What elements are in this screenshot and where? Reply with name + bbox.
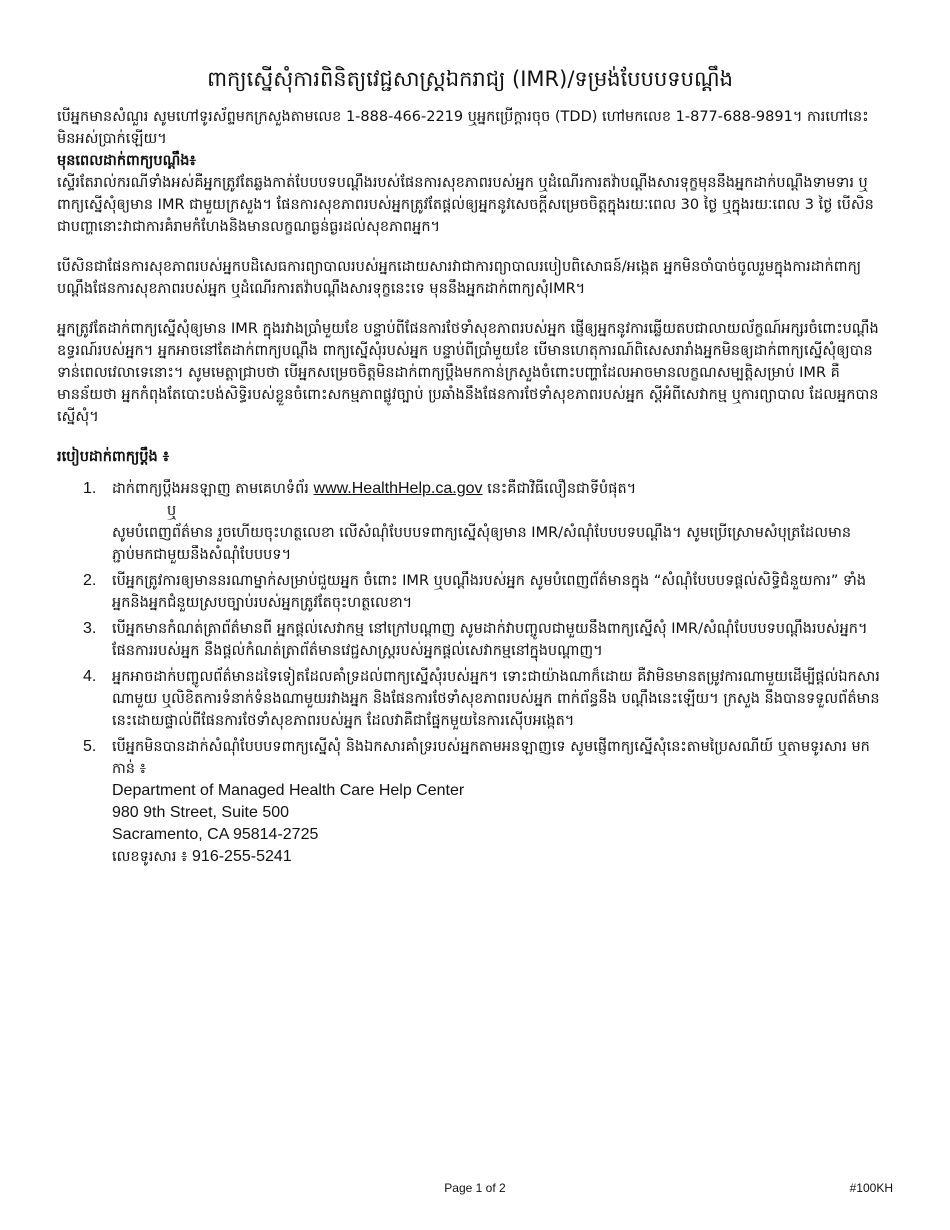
step-2-text: បើអ្នកត្រូវការឲ្យមាននរណាម្នាក់សម្រាប់ជួយអ្នក ចំពោះ IMR ឬបណ្តឹងរបស់អ្នក សូមបំពេញព័ត៌មានក្នុង “សំណុំបែបបទផ្តល់សិទ្ធិជំនួយការ” ទាំងអ្នកនិងអ្នកជំនួយស្របច្បាប់របស់អ្នកត្រូវតែចុះហត្ថលេខា។ [112,573,867,611]
how-to-file-heading: របៀបដាក់ពាក្យប្តឹង ៖ [57,449,170,465]
step-3-text: បើអ្នកមានកំណត់ត្រាព័ត៌មានពី អ្នកផ្តល់សេវាកម្ម នៅក្រៅបណ្តាញ សូមដាក់វាបញ្ចូលជាមួយនឹងពាក្យស្នើសុំ IMR/សំណុំបែបបទបណ្តឹងរបស់អ្នក។ ផែនការរបស់អ្នក នឹងផ្តល់កំណត់ត្រាព័ត៌មានវេជ្ជសាស្ត្ររបស់អ្នកផ្តល់សេវាកម្មនៅក្នុងបណ្តាញ។ [112,621,868,659]
before-filing-heading: មុនពេលដាក់ពាក្យបណ្តឹង៖ [57,153,196,169]
address-city: Sacramento, CA 95814-2725 [112,826,319,843]
step-1-text-a: ដាក់ពាក្យប្តឹងអនឡាញ តាមគេហទំព័រ [112,481,309,497]
document-page [57,62,883,872]
list-item [57,478,883,566]
intro-paragraph: បើអ្នកមានសំណួរ សូមហៅទូរស័ព្ទមកក្រសួងតាមលេខ 1-888-466-2219 ឬអ្នកប្រើក្តារចុច (TDD) ហៅមកលេខ 1-877-688-9891។ ការហៅនេះមិនអស់ប្រាក់ឡើយ។ [57,109,869,147]
list-item [57,618,883,662]
step-1-text-c: សូមបំពេញព័ត៌មាន រួចហើយចុះហត្ថលេខា លើសំណុំបែបបទពាក្យស្នើសុំឲ្យមាន IMR/សំណុំបែបបទបណ្តឹង។ សូមប្រើស្រោមសំបុត្រដែលមានភ្ជាប់មកជាមួយនឹងសំណុំបែបបទ។ [112,525,852,563]
list-item [57,570,883,614]
step-1-text-b: នេះគឺជាវិធីលឿនជាទីបំផុត។ [487,481,637,497]
step-number: 3. [83,620,97,637]
address-org: Department of Managed Health Care Help Center [112,782,465,799]
list-item [57,666,883,732]
form-code: #100KH [849,1181,893,1195]
before-filing-paragraph-2: បើសិនជាផែនការសុខភាពរបស់អ្នកបដិសេធការព្យាបាលរបស់អ្នកដោយសារវាជាការព្យាបាលរបៀបពិសោធន៍/អង្កេត អ្នកមិនចាំបាច់ចូលរួមក្នុងការដាក់ពាក្យបណ្តឹងផែនការសុខភាពរបស់អ្នក ឬដំណើរការតវ៉ាបណ្តឹងសារទុក្ខនេះទេ មុននឹងអ្នកដាក់ពាក្យសុំIMR។ [57,259,862,297]
page-number: Page 1 of 2 [444,1181,506,1195]
before-filing-paragraph-3: អ្នកត្រូវតែដាក់ពាក្យស្នើសុំឲ្យមាន IMR ក្នុងរវាងប្រាំមួយខែ បន្ទាប់ពីផែនការថែទាំសុខភាពរបស់អ្នក ផ្ញើឲ្យអ្នកនូវការឆ្លើយតបជាលាយល័ក្ខណ៍អក្សរចំពោះបណ្តឹងឧទ្ធរណ៍របស់អ្នក។ អ្នកអាចនៅតែដាក់ពាក្យបណ្តឹង ពាក្យស្នើសុំរបស់អ្នក បន្ទាប់ពីប្រាំមួយខែ បើមានហេតុការណ៍ពិសេសរារាំងអ្នកមិនឲ្យដាក់ពាក្យស្នើសុំឲ្យបានទាន់ពេលវេលាទេនោះ។ សូមមេត្តាជ្រាបថា បើអ្នកសម្រេចចិត្តមិនដាក់ពាក្យប្តឹងមកកាន់ក្រសួងចំពោះបញ្ហាដែលអាចមានលក្ខណសម្បត្តិសម្រាប់ IMR គឺមានន័យថា អ្នកកំពុងតែបោះបង់សិទ្ធិរបស់ខ្លួនចំពោះសកម្មភាពផ្លូវច្បាប់ ប្រឆាំងនឹងផែនការថែទាំសុខភាពរបស់អ្នក ស្តីអំពីសេវាកម្ម ឬការព្យាបាល ដែលអ្នកបានស្នើសុំ។ [57,321,879,425]
list-item [57,736,883,868]
page-title: ពាក្យស្នើសុំការពិនិត្យវេជ្ជសាស្ត្រឯករាជ្យ (IMR)/ទម្រង់បែបបទបណ្តឹង [207,67,733,91]
step-5-text: បើអ្នកមិនបានដាក់សំណុំបែបបទពាក្យស្នើសុំ និងឯកសារគាំទ្ររបស់អ្នកតាមអនឡាញទេ សូមផ្ញើពាក្យស្នើសុំនេះតាមប្រៃសណីយ៍ ឬតាមទូរសារ មកកាន់ ៖ [112,739,870,777]
fax-label: លេខទូរសារ ៖ [112,849,188,865]
step-number: 2. [83,572,97,589]
step-4-text: អ្នកអាចដាក់បញ្ចូលព័ត៌មានដទៃទៀតដែលគាំទ្រដល់ពាក្យស្នើសុំរបស់អ្នក។ ទោះជាយ៉ាងណាក៏ដោយ គឺវាមិនមានតម្រូវការណាមួយដើម្បីផ្តល់ឯកសារណាមួយ ឬលិខិតការទំនាក់ទំនងណាមួយរវាងអ្នក និងផែនការថែទាំសុខភាពរបស់អ្នក ពាក់ព័ន្ធនឹង បណ្តឹងនេះឡើយ។ ក្រសួង នឹងបានទទួលព័ត៌មាននេះដោយផ្ទាល់ពីផែនការថែទាំសុខភាពរបស់អ្នក ដែលវាគឺជាផ្នែកមួយនៃការស៊ើបអង្កេត។ [112,669,880,729]
fax-number: 916-255-5241 [192,848,292,865]
address-street: 980 9th Street, Suite 500 [112,804,290,821]
healthhelp-link[interactable]: www.HealthHelp.ca.gov [313,480,483,497]
address-fax-line [112,846,883,868]
steps-list [57,478,883,868]
step-1-or: ឬ [167,503,177,519]
step-number: 4. [83,668,97,685]
step-number: 5. [83,738,97,755]
before-filing-paragraph-1: ស្ទើរតែរាល់ករណីទាំងអស់គឺអ្នកត្រូវតែឆ្លងកាត់បែបបទបណ្តឹងរបស់ផែនការសុខភាពរបស់អ្នក ឬដំណើរការតវ៉ាបណ្តឹងសារទុក្ខមុននឹងអ្នកដាក់បណ្តឹងទាមទារ ឬពាក្យស្នើសុំឲ្យមាន IMR ជាមួយក្រសួង។ ផែនការសុខភាពរបស់អ្នកត្រូវតែផ្តល់ឲ្យអ្នកនូវសេចក្តីសម្រេចចិត្តក្នុងរយៈពេល 30 ថ្ងៃ ឬក្នុងរយៈពេល 3 ថ្ងៃ បើសិនជាបញ្ហានោះវាជាការគំរាមកំហែងនិងមានលក្ខណធ្ងន់ធ្ងរដល់សុខភាពអ្នក។ [57,175,874,235]
step-number: 1. [83,480,97,497]
